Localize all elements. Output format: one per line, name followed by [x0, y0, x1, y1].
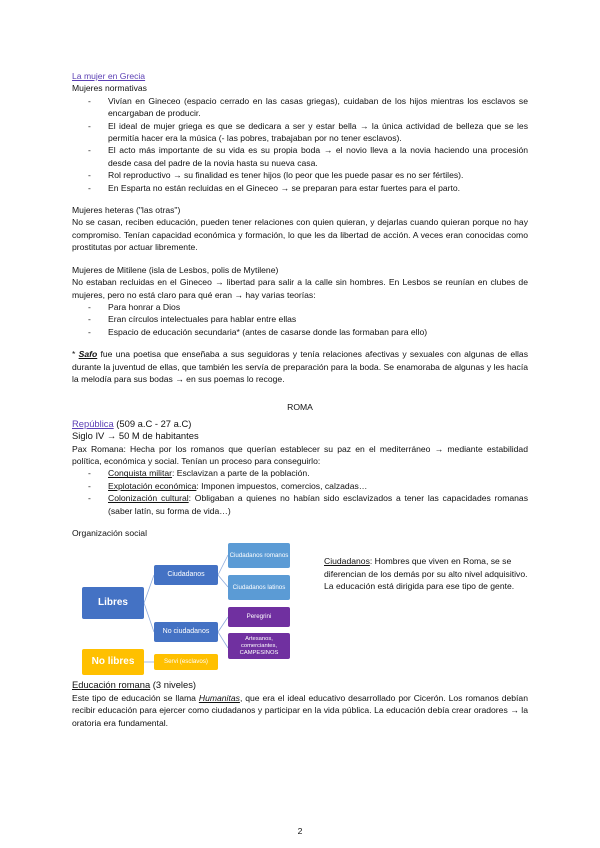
libres-box: Libres [82, 587, 144, 619]
educacion-text: Este tipo de educación se llama Humanitas, que era el ideal educativo desarrollado por Cicerón. Los romanos debían recibir educación para ejercer como ciudadanos y participar en la vida pública. La educación debía crear oradores → la oratoria era fundamental. [72, 692, 528, 728]
social-organization-diagram [72, 545, 528, 668]
process-label: Conquista militar [108, 468, 172, 479]
list-item: - Para honrar a Dios [108, 301, 528, 313]
list-item: - Espacio de educación secundaria* (antes de casarse donde las formaban para ello) [108, 326, 528, 338]
list-item: - Rol reproductivo → su finalidad es tener hijos (lo peor que les puede pasar es no ser fértiles). [108, 169, 528, 181]
document-page [72, 70, 528, 729]
ciudadanos-box: Ciudadanos [154, 565, 218, 585]
ciudadanos-note-label: Ciudadanos [324, 556, 370, 567]
no-ciudadanos-box: No ciudadanos [154, 622, 218, 642]
list-item: - Colonización cultural: Obligaban a quienes no habían sido esclavizados a tener las capacidades romanas (saber latín, su forma de vida…) [108, 492, 528, 517]
no-libres-box: No libres [82, 649, 144, 675]
page-number: 2 [297, 826, 303, 836]
organizacion-heading: Organización social [72, 528, 147, 538]
pax-romana-text: Pax Romana: Hecha por los romanos que querían establecer su paz en el mediterráneo → mediante estabilidad política, económica y social. Tenían un proceso para conseguirlo: [72, 443, 528, 466]
list-item: - El ideal de mujer griega es que se dedicara a ser y estar bella → la única actividad de belleza que se les permitía hacer era la música (- las pobres, trabajaban por no tener esclavos). [108, 120, 528, 145]
peregrini-box: Peregrini [228, 607, 290, 627]
mitilene-text: No estaban recluidas en el Gineceo → libertad para salir a la calle sin hombres. En Lesbos se reunían en clubes de mujeres, pero no está claro para qué eran → hay varias teorías: [72, 277, 528, 300]
siglo-text: Siglo IV → 50 M de habitantes [72, 430, 199, 442]
list-item: - Conquista militar: Esclavizan a parte de la población. [108, 467, 528, 479]
republica-dates: (509 a.C - 27 a.C) [113, 417, 192, 429]
normativas-heading: Mujeres normativas [72, 83, 147, 94]
educacion-heading: Educación romana (3 niveles) [72, 679, 197, 691]
safo-name: Safo [78, 349, 98, 360]
heteras-heading: Mujeres heteras ("las otras") [72, 205, 181, 216]
list-item: - Vivían en Gineceo (espacio cerrado en las casas griegas), cuidaban de los hijos mientras los esclavos se encargaban de producir. [108, 95, 528, 120]
safo-note: * Safo fue una poetisa que enseñaba a sus seguidoras y tenía relaciones afectivas y sexuales con algunas de ellas durante la juventud de ellas, que también les servía de preparación para la boda. Se enamoraba de algunas y les hacía la melodía para sus bodas → en sus poemas lo recoge. [72, 349, 528, 384]
normativas-list [72, 95, 528, 194]
roma-title: ROMA [287, 402, 313, 413]
list-item: - Eran círculos intelectuales para hablar entre ellas [108, 313, 528, 325]
process-label: Explotación económica [108, 480, 197, 491]
ciudadanos-romanos-box: Ciudadanos romanos [228, 543, 290, 568]
republica-link[interactable]: República [72, 417, 114, 429]
list-item: - Explotación económica: Imponen impuestos, comercios, calzadas… [108, 480, 528, 492]
process-label: Colonización cultural [108, 493, 189, 504]
heteras-text: No se casan, reciben educación, pueden tener relaciones con quien quieran, y dejarlas cuando quieran porque no hay compromiso. Tenían capacidad económica y formación, lo que les da libertad de acción. A veces eran conocidas como prostitutas por actuar libremente. [72, 217, 528, 253]
list-item: - El acto más importante de su vida es su propia boda → el novio lleva a la novia haciendo una procesión desde casa del padre de la novia hasta su nueva casa. [108, 144, 528, 169]
greece-title[interactable]: La mujer en Grecia [72, 71, 146, 81]
mitilene-list [72, 301, 528, 338]
process-list [72, 467, 528, 517]
ciudadanos-latinos-box: Ciudadanos latinos [228, 575, 290, 600]
mitilene-heading: Mujeres de Mitilene (isla de Lesbos, polis de Mytilene) [72, 264, 279, 275]
artesanos-box: Artesanos, comerciantes, CAMPESINOS [228, 633, 290, 659]
ciudadanos-note: Ciudadanos: Hombres que viven en Roma, se se diferencian de los demás por su alto nivel adquisitivo. La educación está dirigida para ese tipo de gente. [324, 556, 528, 591]
servi-box: Servi (esclavos) [154, 654, 218, 670]
humanitas-term: Humanitas [198, 692, 240, 703]
list-item: - En Esparta no están recluidas en el Gineceo → se preparan para estar fuertes para el parto. [108, 182, 528, 194]
